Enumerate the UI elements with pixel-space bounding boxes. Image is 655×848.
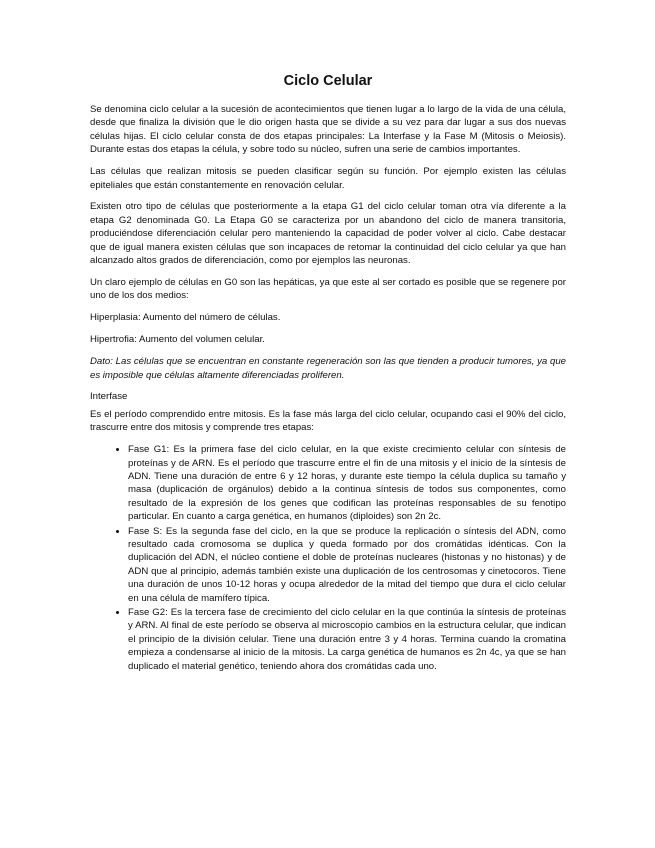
document-title: Ciclo Celular — [283, 73, 373, 89]
document-page — [90, 72, 566, 674]
note-paragraph: Dato: Las células que se encuentran en constante regeneración son las que tienden a producir tumores, ya que es imposible que células altamente diferenciadas proliferen. — [90, 356, 566, 381]
list-item-g2: • Fase G2: Es la tercera fase de crecimiento del ciclo celular en la que continúa la síntesis de proteínas y ARN. Al final de este período se observa al microscopio cambios en la estructura celular, que indican el principio de la división celular. Tiene una duración entre 3 y 4 horas. Termina cuando la cromatina empieza a condensarse al inicio de la mitosis. La carga genética de humanos es 2n 4c, ya que se han duplicado el material genético, teniendo ahora dos cromátidas cada uno. — [128, 606, 566, 673]
list-item-g1: • Fase G1: Es la primera fase del ciclo celular, en la que existe crecimiento celular con síntesis de proteínas y de ARN. Es el período que trascurre entre el fin de una mitosis y el inicio de la síntesis de ADN. Tiene una duración de entre 6 y 12 horas, y durante este tiempo la célula duplica su tamaño y masa (duplicación de orgánulos) debido a la continua síntesis de todos sus componentes, como resultado de la expresión de los genes que codifican las proteínas responsables de su fenotipo particular. En cuanto a carga genética, en humanos (diploides) son 2n 2c. — [128, 443, 566, 523]
paragraph-intro: Se denomina ciclo celular a la sucesión de acontecimientos que tienen lugar a lo largo de la vida de una célula, desde que finaliza la división que le dio origen hasta que se divide a su vez para dar lugar a sus dos nuevas células hijas. El ciclo celular consta de dos etapas principales: La Interfase y la Fase M (Mitosis o Meiosis). Durante estas dos etapas la célula, y sobre todo su núcleo, sufren una serie de cambios importantes. — [90, 104, 566, 156]
paragraph-g0: Existen otro tipo de células que posteriormente a la etapa G1 del ciclo celular toman otra vía diferente a la etapa G2 denominada G0. La Etapa G0 se caracteriza por un abandono del ciclo de manera transitoria, produciéndose diferenciación celular pero manteniendo la capacidad de poder volver al ciclo. Cabe destacar que de igual manera existen células que son incapaces de retomar la continuidad del ciclo celular ya que han alcanzado altos grados de diferenciación, como por ejemplos las neuronas. — [90, 201, 566, 267]
paragraph-hepatic: Un claro ejemplo de células en G0 son las hepáticas, ya que este al ser cortado es posible que se regenere por uno de los dos medios: — [90, 276, 566, 302]
section-intro: Es el período comprendido entre mitosis. Es la fase más larga del ciclo celular, ocupando casi el 90% del ciclo, trascurre entre dos mitosis y comprende tres etapas: — [90, 408, 566, 434]
section-heading: Interfase — [90, 391, 128, 403]
list-item-s: • Fase S: Es la segunda fase del ciclo, en la que se produce la replicación o síntesis del ADN, como resultado cada cromosoma se duplica y queda formado por dos cromátidas idénticas. Con la duplicación del ADN, el núcleo contiene el doble de proteínas nucleares (histonas y no histonas) y de ADN que al principio, además también existe una duplicación de los centrosomas y cinetocoros. Tiene una duración de unos 10-12 horas y ocupa alrededor de la mitad del tiempo que dura el ciclo celular en una célula de mamífero típica. — [128, 525, 566, 605]
paragraph-hiperplasia: Hiperplasia: Aumento del número de células. — [90, 312, 281, 324]
phase-list — [90, 443, 566, 673]
paragraph-hipertrofia: Hipertrofia: Aumento del volumen celular. — [90, 334, 265, 346]
paragraph-mitosis: Las células que realizan mitosis se pueden clasificar según su función. Por ejemplo existen las células epiteliales que están constantemente en renovación celular. — [90, 166, 566, 191]
